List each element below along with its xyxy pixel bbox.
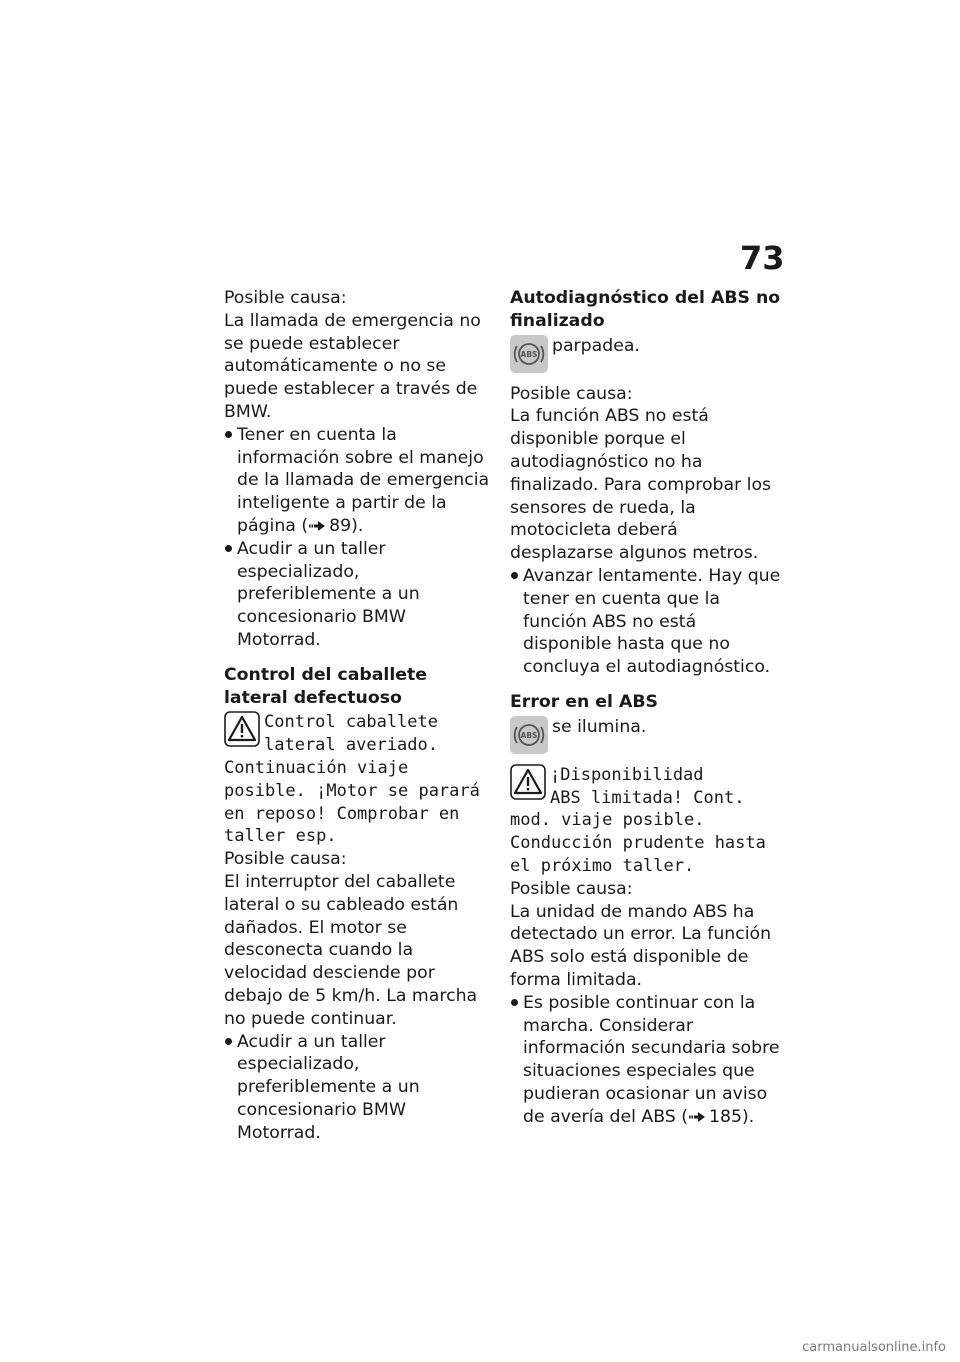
message-text: mod. viaje posible. Conducción prudente hasta el próximo taller. bbox=[510, 810, 766, 876]
bullet-dot bbox=[511, 572, 518, 579]
indicator-status bbox=[510, 335, 782, 373]
section-title: Autodiagnóstico del ABS no finalizado bbox=[510, 288, 781, 331]
bullet-text: Avanzar lentamente. Hay que tener en cuenta que la función ABS no está disponible hasta que no concluya el autodiagnóstico. bbox=[523, 565, 781, 678]
bullet-dot bbox=[511, 999, 518, 1006]
bullet-dot bbox=[225, 1038, 232, 1045]
right-column bbox=[510, 287, 782, 1129]
page-reference[interactable]: 89). bbox=[329, 515, 364, 536]
bullet-dot bbox=[225, 545, 232, 552]
cause-label: Posible causa: bbox=[224, 849, 347, 870]
cause-text: La llamada de emergencia no se puede establecer automáticamente o no se puede establecer a través de BMW. bbox=[224, 310, 481, 422]
page-reference-arrow-icon bbox=[309, 521, 325, 531]
indicator-status-text: se ilumina. bbox=[552, 716, 647, 737]
warning-message bbox=[510, 764, 782, 878]
cause-text: La función ABS no está disponible porque el autodiagnóstico no ha finalizado. Para comprobar los sensores de rueda, la motocicleta deberá desplazarse algunos metros. bbox=[510, 406, 772, 564]
list-item bbox=[510, 565, 782, 679]
abs-icon-label: ABS bbox=[520, 730, 538, 740]
list-item bbox=[224, 424, 494, 538]
abs-icon-label: ABS bbox=[520, 349, 538, 359]
abs-warning-icon bbox=[510, 335, 548, 373]
ref-open: ( bbox=[301, 515, 309, 536]
warning-message bbox=[224, 711, 494, 848]
section-title: Control del caballete lateral defectuoso bbox=[224, 664, 427, 708]
list-item bbox=[224, 1031, 494, 1145]
warning-triangle-icon bbox=[510, 764, 546, 800]
ref-open: ( bbox=[681, 1106, 689, 1127]
cause-text: El interruptor del caballete lateral o su cableado están dañados. El motor se desconecta cuando la velocidad desciende por debajo de 5 km/h. La marcha no puede continuar. bbox=[224, 871, 478, 1029]
bullet-text: Es posible continuar con la marcha. Considerar información secundaria sobre situaciones especiales que pudieran ocasionar un aviso de avería del ABS bbox=[523, 992, 780, 1127]
page-reference-arrow-icon bbox=[689, 1112, 705, 1122]
cause-label: Posible causa: bbox=[510, 878, 633, 899]
warning-triangle-icon bbox=[224, 711, 260, 747]
bullet-dot bbox=[225, 431, 232, 438]
indicator-status-text: parpadea. bbox=[552, 335, 640, 356]
cause-text: La unidad de mando ABS ha detectado un error. La función ABS solo está disponible de forma limitada. bbox=[510, 901, 772, 990]
message-text: Continuación viaje posible. ¡Motor se parará en reposo! Comprobar en taller esp. bbox=[224, 757, 480, 847]
bullet-text: Acudir a un taller especializado, preferiblemente a un concesionario BMW Motorrad. bbox=[237, 1031, 420, 1143]
bullet-text: Tener en cuenta la información sobre el manejo de la llamada de emergencia inteligente a partir de la página bbox=[237, 424, 490, 536]
message-line: ¡Disponibilidad bbox=[550, 764, 704, 785]
abs-warning-icon bbox=[510, 716, 548, 754]
message-line: lateral averiado. bbox=[264, 735, 438, 756]
indicator-status bbox=[510, 716, 782, 754]
cause-label: Posible causa: bbox=[224, 288, 347, 308]
section-title: Error en el ABS bbox=[510, 691, 658, 712]
footer-watermark: carmanualsonline.info bbox=[802, 1340, 946, 1355]
message-line: Control caballete bbox=[264, 712, 438, 733]
bullet-text: Acudir a un taller especializado, preferiblemente a un concesionario BMW Motorrad. bbox=[237, 538, 420, 650]
list-item bbox=[224, 538, 494, 652]
page-reference[interactable]: 185). bbox=[709, 1106, 755, 1127]
message-line: ABS limitada! Cont. bbox=[550, 787, 745, 808]
list-item bbox=[510, 992, 782, 1129]
cause-label: Posible causa: bbox=[510, 383, 633, 404]
page-number: 73 bbox=[740, 239, 785, 277]
left-column bbox=[224, 287, 494, 1144]
